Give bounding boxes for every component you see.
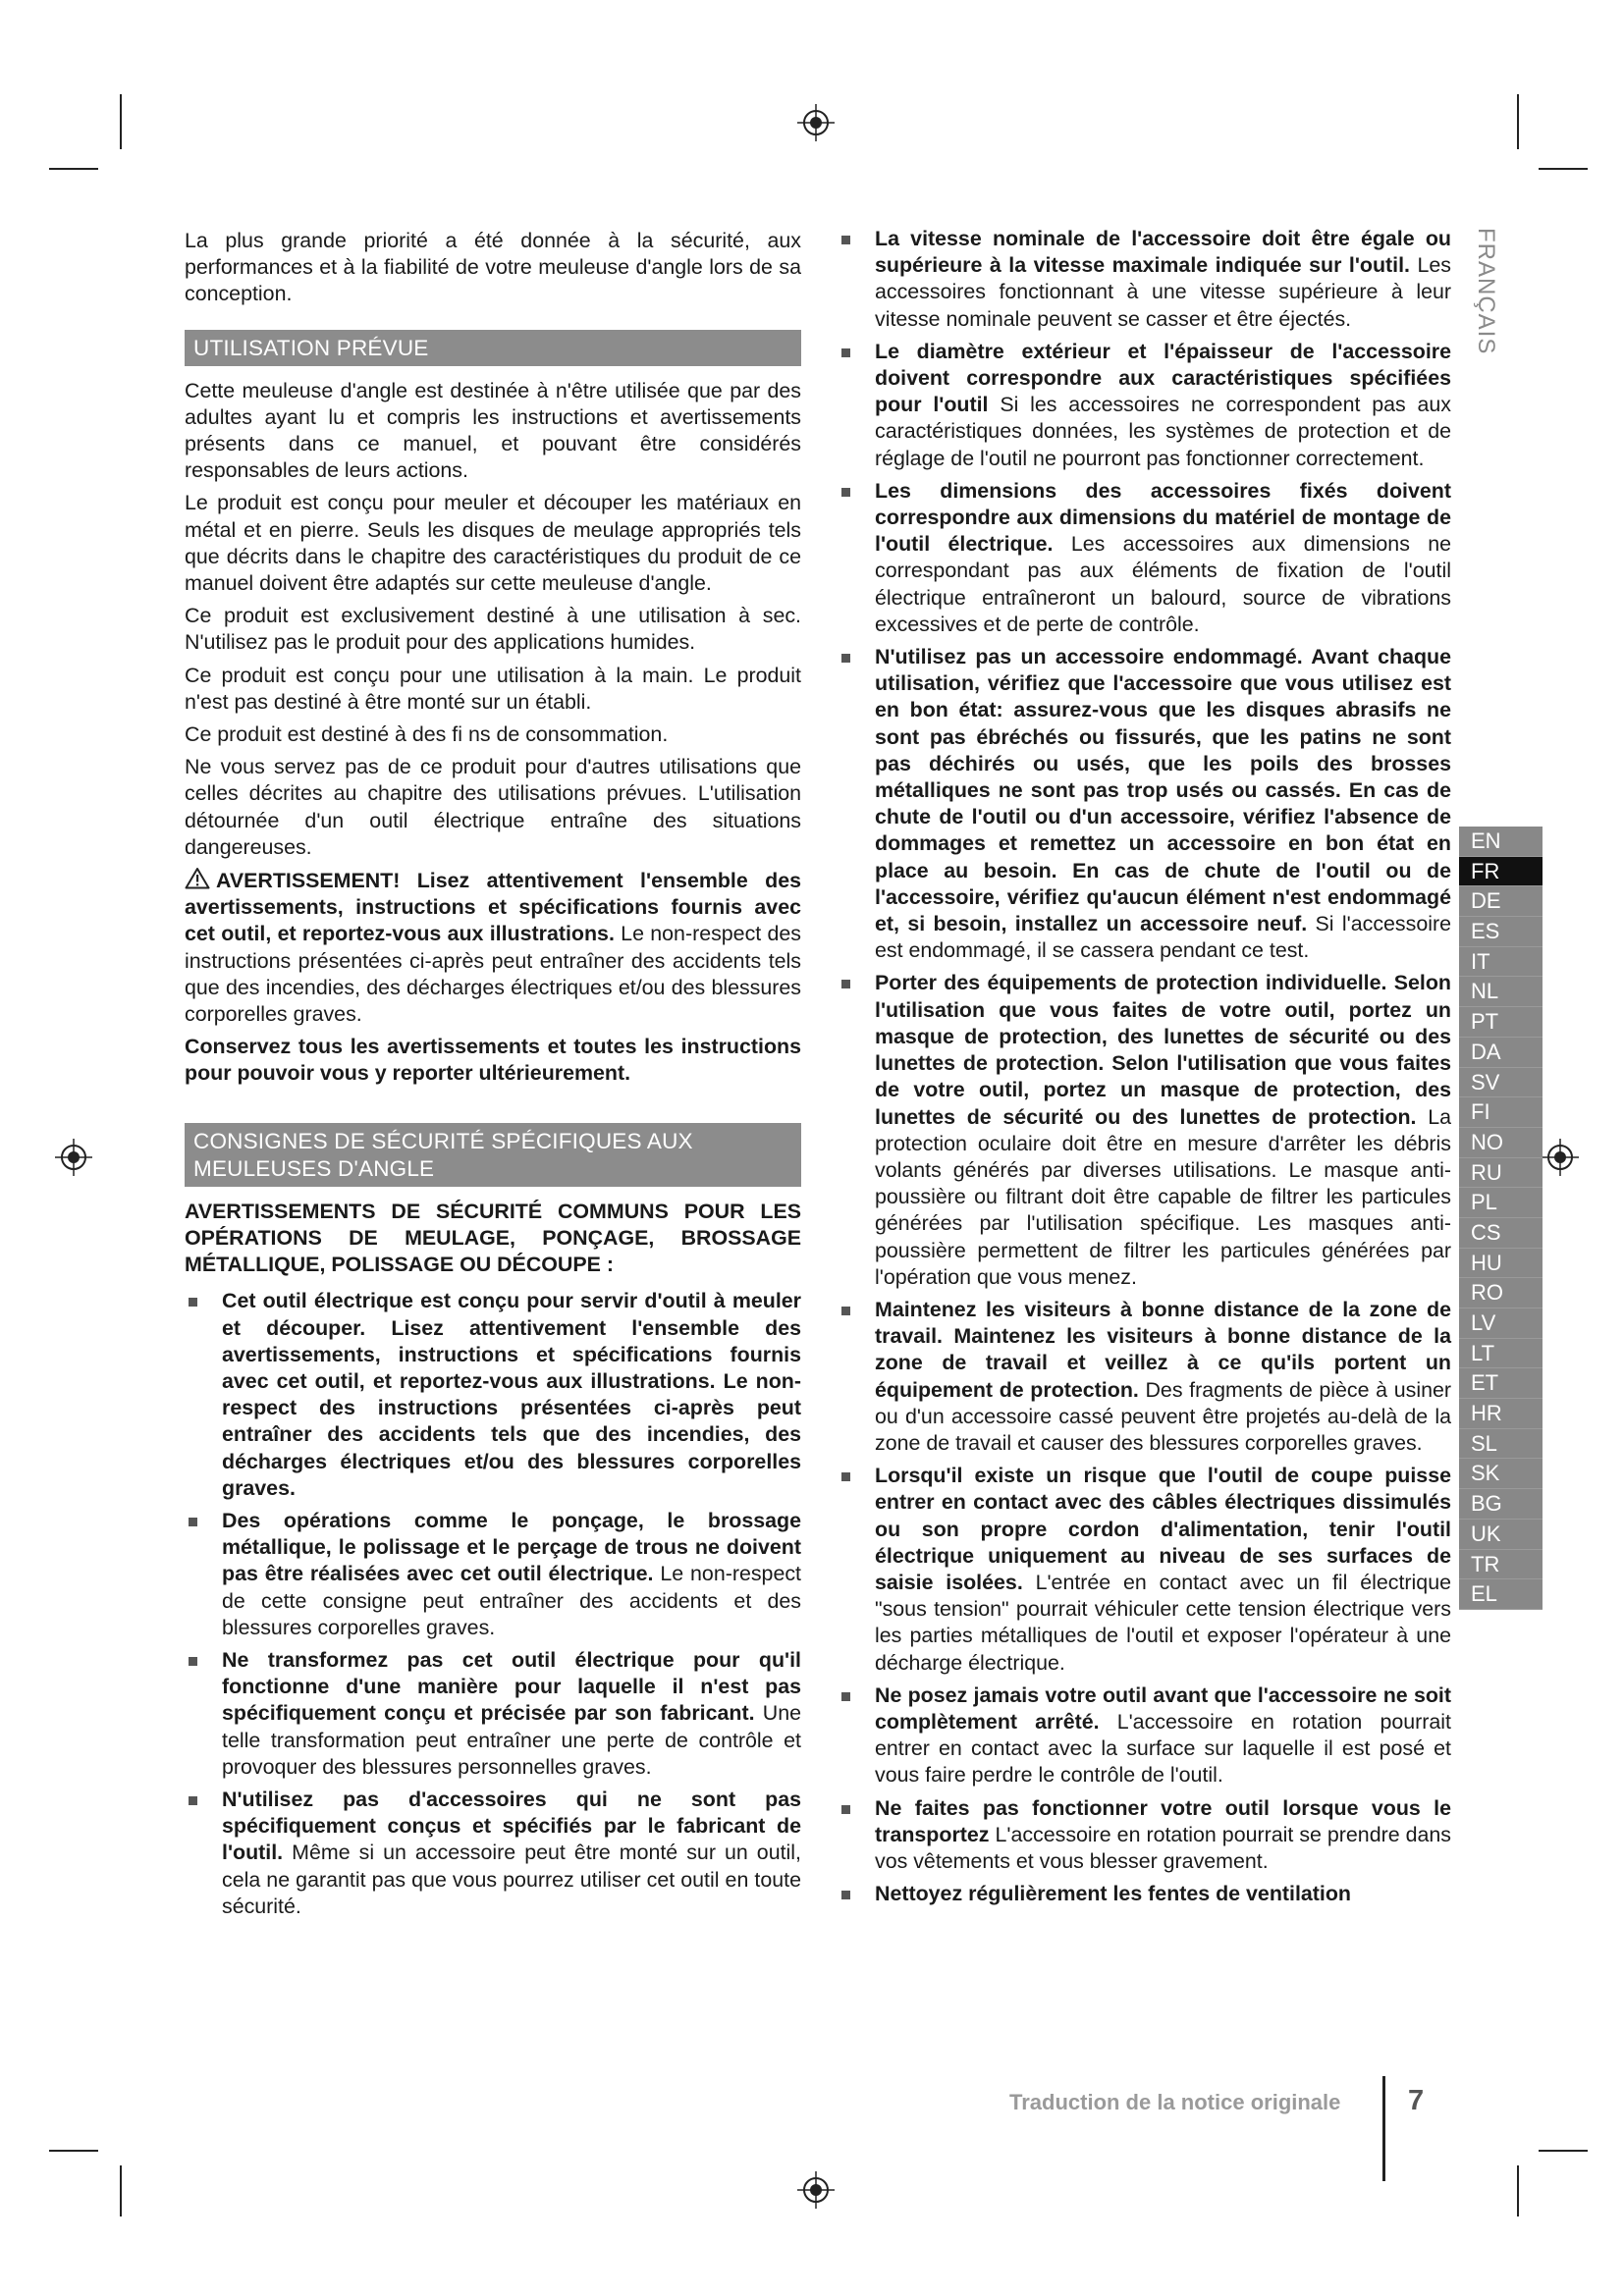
bullet-text: Si les accessoires ne correspondent pas aux caractéristiques données, les systèmes de protection et de réglage de l'outil ne pourront pas fonctionner correctement.	[875, 393, 1451, 470]
language-index-item: FI	[1459, 1097, 1543, 1128]
list-item	[838, 970, 1451, 1290]
bullet-text: L'entrée en contact avec un fil électrique "sous tension" pourrait véhiculer cette tension électrique vers les parties métalliques de l'outil et exposer l'opérateur à une décharge électrique.	[875, 1570, 1451, 1675]
paragraph: Ce produit est destiné à des fi ns de consommation.	[185, 722, 669, 747]
bullet-bold: Porter des équipements de protection individuelle. Selon l'utilisation que vous faites de votre outil, portez un masque de protection, des lunettes de sécurité ou des lunettes de protection. Selon l'utilisation que vous faites de votre outil, portez un masque de protection, des lunettes de sécurité ou des lunettes de protection.	[875, 971, 1451, 1129]
language-index-item: FR	[1459, 857, 1543, 887]
language-index-item: PT	[1459, 1007, 1543, 1038]
language-side-tab: FRANÇAIS	[1473, 228, 1499, 355]
bullet-text: Les accessoires aux dimensions ne correspondant pas aux éléments de fixation de l'outil électrique entraîneront un balourd, source de vibrations excessives et de perte de contrôle.	[875, 532, 1452, 636]
list-item	[185, 1288, 801, 1502]
bullet-bold: Les dimensions des accessoires fixés doivent correspondre aux dimensions du matériel de montage de l'outil électrique.	[875, 478, 1451, 557]
paragraph: Ce produit est exclusivement destiné à une utilisation à sec. N'utilisez pas le produit pour des applications humides.	[185, 604, 801, 655]
list-item	[838, 226, 1451, 333]
paragraph: Ne vous servez pas de ce produit pour d'autres utilisations que celles décrites au chapitre des utilisations prévues. L'utilisation détournée d'un outil électrique entraîne des situations dangereuses.	[185, 755, 801, 859]
language-index-item: ES	[1459, 917, 1543, 947]
language-index-item: SV	[1459, 1068, 1543, 1098]
list-item	[838, 1682, 1451, 1789]
crop-mark	[1517, 2165, 1519, 2216]
list-item	[838, 478, 1451, 638]
language-index-item: RO	[1459, 1278, 1543, 1308]
section-heading-intended-use: UTILISATION PRÉVUE	[185, 330, 801, 366]
list-item	[185, 1647, 801, 1781]
language-index-item: EN	[1459, 827, 1543, 857]
crop-mark	[49, 168, 98, 170]
crop-mark	[120, 2165, 122, 2216]
bullet-bold: Ne posez jamais votre outil avant que l'accessoire ne soit complètement arrêté.	[875, 1682, 1451, 1734]
warning-text: Le non-respect des instructions présentées ci-après peut entraîner des accidents tels que des incendies, des décharges électriques et/ou des blessures corporelles graves.	[185, 922, 801, 1027]
bullet-text: Des fragments de pièce à usiner ou d'un accessoire cassé peuvent être projetés au-delà de la zone de travail et causer des blessures corporelles graves.	[875, 1377, 1451, 1455]
keep-instructions	[185, 1034, 801, 1087]
paragraph: Le produit est conçu pour meuler et découper les matériaux en métal et en pierre. Seuls les disques de meulage appropriés tels que décrits dans le chapitre des caractéristiques du produit de ce manuel doivent être adaptés sur cette meuleuse d'angle.	[185, 491, 801, 596]
bullet-text: Le non-respect de cette consigne peut entraîner des accidents et des blessures corporelles graves.	[222, 1562, 801, 1639]
list-item	[838, 1795, 1451, 1876]
language-index	[1459, 827, 1543, 1610]
paragraph: Cette meuleuse d'angle est destinée à n'être utilisée que par des adultes ayant lu et compris les instructions et avertissements présents dans ce manuel, et pouvant être considérés responsables de leurs actions.	[185, 378, 801, 483]
section-heading-safety: CONSIGNES DE SÉCURITÉ SPÉCIFIQUES AUX MEULEUSES D'ANGLE	[185, 1123, 801, 1187]
list-item	[838, 1881, 1451, 1907]
registration-mark-icon	[797, 2171, 835, 2209]
bullet-bold: Lorsqu'il existe un risque que l'outil de coupe puisse entrer en contact avec des câbles électriques dissimulés ou son propre cordon d'alimentation, tenir l'outil électrique uniquement au niveau de ses surfaces de saisie isolées.	[875, 1464, 1451, 1594]
language-index-item: HR	[1459, 1399, 1543, 1429]
bullet-bold: Cet outil électrique est conçu pour servir d'outil à meuler et découper. Lisez attentivement l'ensemble des avertissements, instructions et spécifications fournis avec cet outil, et reportez-vous aux illustrations. Le non-respect des instructions présentées ci-après peut entraîner des accidents tels que des incendies, des décharges électriques et/ou des blessures corporelles graves.	[222, 1289, 801, 1500]
crop-mark	[1517, 94, 1519, 149]
list-item	[838, 339, 1451, 472]
language-index-item: DE	[1459, 886, 1543, 917]
language-index-item: SL	[1459, 1429, 1543, 1460]
language-index-item: TR	[1459, 1550, 1543, 1580]
language-index-item: UK	[1459, 1520, 1543, 1550]
language-index-item: ET	[1459, 1368, 1543, 1399]
bullet-text: Si l'accessoire est endommagé, il se cassera pendant ce test.	[875, 912, 1451, 963]
warning-bold-text: AVERTISSEMENT! Lisez attentivement l'ensemble des avertissements, instructions et spécifications fournis avec cet outil, et reportez-vous aux illustrations.	[185, 869, 801, 946]
language-index-item: HU	[1459, 1249, 1543, 1279]
paragraph: Ce produit est conçu pour une utilisation à la main. Le produit n'est pas destiné à être monté sur un établi.	[185, 663, 801, 714]
registration-mark-icon	[55, 1139, 92, 1176]
list-item	[838, 1463, 1451, 1677]
crop-mark	[1539, 2150, 1588, 2152]
intro-paragraph: La plus grande priorité a été donnée à la sécurité, aux performances et à la fiabilité de votre meuleuse d'angle lors de sa conception.	[185, 229, 801, 306]
warning-triangle-icon	[185, 867, 210, 889]
bullet-bold: N'utilisez pas un accessoire endommagé. Avant chaque utilisation, vérifiez que l'accessoire que vous utilisez est en bon état: assurez-vous que les disques abrasifs ne sont pas ébréchés ou fissurés, que les patins ne sont pas déchirés ou usés, que les poils des brosses métalliques ne sont pas trop usés ou cassés. En cas de chute de l'outil ou d'un accessoire, vérifiez l'absence de dommages et remettez un accessoire en bon état en place au besoin. En cas de chute de l'outil ou de l'accessoire, vérifiez qu'aucun élément n'est endommagé et, si besoin, installez un accessoire neuf.	[875, 645, 1451, 936]
bullet-bold: Des opérations comme le ponçage, le brossage métallique, le polissage et le perçage de trous ne doivent pas être réalisées avec cet outil électrique.	[222, 1508, 801, 1586]
warning-paragraph	[185, 867, 801, 1028]
bullet-bold: Maintenez les visiteurs à bonne distance de la zone de travail. Maintenez les visiteurs à bonne distance de la zone de travail et veillez à ce qu'ils portent un équipement de protection.	[875, 1297, 1451, 1402]
page-number: 7	[1408, 2085, 1425, 2116]
bullet-text: La protection oculaire doit être en mesure d'arrêter les débris volants générés par diverses utilisations. Le masque anti-poussière ou filtrant doit être capable de filtrer les particules générées par l'utilisation spécifique. Les masques anti-poussière permettent de filtrer les particules générées par l'opération que vous menez.	[875, 1104, 1451, 1289]
language-index-item: RU	[1459, 1158, 1543, 1189]
language-index-item: EL	[1459, 1579, 1543, 1610]
bullet-bold: Nettoyez régulièrement les fentes de ventilation	[875, 1882, 1351, 1906]
bullet-bold: Le diamètre extérieur et l'épaisseur de l'accessoire doivent correspondre aux caractéristiques spécifiées pour l'outil	[875, 339, 1451, 417]
crop-mark	[1539, 168, 1588, 170]
footer-divider	[1382, 2076, 1385, 2181]
bullet-text: L'accessoire en rotation pourrait se prendre dans vos vêtements et vous blesser gravement.	[875, 1822, 1451, 1873]
bullet-bold: Ne transformez pas cet outil électrique pour qu'il fonctionne d'une manière pour laquelle il n'est pas spécifiquement conçu et précisée par son fabricant.	[222, 1647, 801, 1726]
bullet-text: Une telle transformation peut entraîner une perte de contrôle et provoquer des blessures personnelles graves.	[222, 1701, 801, 1779]
crop-mark	[49, 2150, 98, 2152]
registration-mark-icon	[1542, 1139, 1579, 1176]
subheading: AVERTISSEMENTS DE SÉCURITÉ COMMUNS POUR LES OPÉRATIONS DE MEULAGE, PONÇAGE, BROSSAGE MÉTALLIQUE, POLISSAGE OU DÉCOUPE :	[185, 1199, 801, 1277]
bullet-text: L'accessoire en rotation pourrait entrer en contact avec la surface sur laquelle il est posé et vous faire perdre le contrôle de l'outil.	[875, 1709, 1451, 1788]
language-index-item: CS	[1459, 1218, 1543, 1249]
crop-mark	[120, 94, 122, 149]
language-index-item: NL	[1459, 977, 1543, 1007]
right-bullet-list	[838, 226, 1451, 1907]
list-item	[185, 1787, 801, 1920]
left-bullet-list	[185, 1288, 801, 1920]
left-column	[185, 228, 801, 1926]
list-item	[838, 644, 1451, 964]
bullet-text: Les accessoires fonctionnant à une vitesse supérieure à leur vitesse nominale peuvent se casser et être éjectés.	[875, 253, 1452, 331]
language-index-item: IT	[1459, 947, 1543, 978]
language-index-item: DA	[1459, 1038, 1543, 1068]
bullet-bold: La vitesse nominale de l'accessoire doit être égale ou supérieure à la vitesse maximale indiquée sur l'outil.	[875, 227, 1451, 278]
language-index-item: BG	[1459, 1489, 1543, 1520]
language-index-item: LV	[1459, 1308, 1543, 1339]
language-index-item: LT	[1459, 1339, 1543, 1369]
right-column	[838, 226, 1451, 1913]
keep-instructions-text: Conservez tous les avertissements et toutes les instructions pour pouvoir vous y reporter ultérieurement.	[185, 1035, 801, 1086]
list-item	[838, 1297, 1451, 1457]
bullet-bold: N'utilisez pas d'accessoires qui ne sont pas spécifiquement conçus et spécifiés par le fabricant de l'outil.	[222, 1787, 801, 1865]
bullet-bold: Ne faites pas fonctionner votre outil lorsque vous le transportez	[875, 1795, 1451, 1846]
language-index-item: NO	[1459, 1128, 1543, 1158]
language-index-item: PL	[1459, 1188, 1543, 1218]
bullet-text: Même si un accessoire peut être monté sur un outil, cela ne garantit pas que vous pourrez utiliser cet outil en toute sécurité.	[222, 1841, 801, 1918]
list-item	[185, 1508, 801, 1641]
registration-mark-icon	[797, 104, 835, 141]
footer-text: Traduction de la notice originale	[1009, 2090, 1341, 2114]
language-index-item: SK	[1459, 1459, 1543, 1489]
